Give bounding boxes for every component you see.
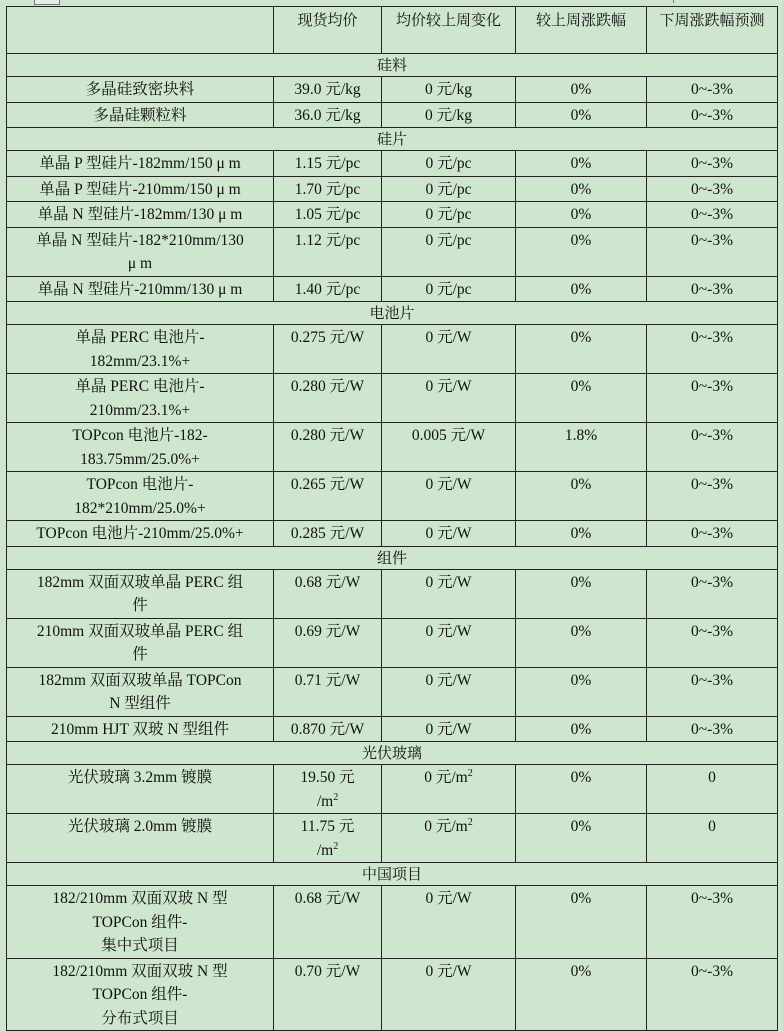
weekly-pct-cell: 0%: [516, 886, 647, 959]
weekly-change-cell: [382, 618, 516, 667]
weekly-change-value: 0 元/W: [425, 573, 472, 591]
spot-price-cell: [274, 176, 382, 202]
forecast-cell: 0~-3%: [647, 325, 778, 374]
weekly-change-value: 0 元/pc: [425, 206, 472, 223]
forecast-cell: 0~-3%: [647, 667, 778, 716]
header-row: [7, 7, 778, 54]
spot-price-line: 0.68 元/W: [294, 573, 361, 591]
product-name-cell: [7, 151, 274, 177]
product-name-line: 多晶硅致密块料: [85, 81, 195, 98]
weekly-change-value: 0 元/W: [425, 378, 472, 395]
weekly-pct-cell: 0%: [516, 102, 647, 128]
weekly-pct-cell: 0%: [516, 151, 647, 177]
weekly-change-cell: [382, 102, 516, 128]
product-name-cell: [7, 77, 274, 103]
spot-price-cell: [274, 102, 382, 128]
spot-price-cell: [274, 276, 382, 302]
spot-price-cell: [274, 618, 382, 667]
spot-price-cell: [274, 77, 382, 103]
weekly-pct-cell: 1.8%: [516, 423, 647, 472]
weekly-pct-cell: 0%: [516, 814, 647, 863]
spot-price-cell: [274, 521, 382, 547]
table-row: [7, 176, 778, 202]
product-name-line: TOPCon 组件-: [92, 986, 188, 1003]
forecast-cell: 0~-3%: [647, 202, 778, 228]
spot-price-line: 1.12 元/pc: [294, 231, 361, 249]
product-name-cell: [7, 958, 274, 1031]
product-name-line: 单晶 P 型硅片-182mm/150 μ m: [39, 155, 241, 172]
table-row: [7, 423, 778, 472]
table-row: [7, 227, 778, 276]
forecast-cell: 0~-3%: [647, 176, 778, 202]
square-superscript: 2: [333, 840, 339, 852]
weekly-pct-cell: 0%: [516, 325, 647, 374]
table-row: [7, 102, 778, 128]
spot-price-line: 0.275 元/W: [290, 329, 365, 346]
weekly-change-cell: [382, 202, 516, 228]
weekly-change-value: 0 元/kg: [425, 106, 472, 124]
weekly-change-cell: [382, 814, 516, 863]
table-row: [7, 521, 778, 547]
spot-price-line: /m: [316, 841, 334, 859]
forecast-cell: 0~-3%: [647, 374, 778, 423]
section-title: 硅料: [7, 54, 778, 77]
forecast-cell: 0~-3%: [647, 423, 778, 472]
forecast-cell: 0~-3%: [647, 958, 778, 1031]
spot-price-cell: [274, 814, 382, 863]
weekly-change-value: 0 元/W: [425, 890, 472, 907]
weekly-pct-cell: 0%: [516, 374, 647, 423]
weekly-change-cell: [382, 77, 516, 103]
weekly-change-value: 0.005 元/W: [411, 427, 486, 444]
product-name-line: 210mm/23.1%+: [89, 401, 191, 419]
product-name-cell: [7, 102, 274, 128]
spot-price-line: 39.0 元/kg: [294, 81, 361, 98]
spot-price-cell: [274, 569, 382, 618]
header-weekly-pct: 较上周涨跌幅: [516, 7, 647, 54]
product-name-cell: [7, 227, 274, 276]
spot-price-line: 0.68 元/W: [294, 890, 361, 907]
header-weekly-change: 均价较上周变化: [382, 7, 516, 54]
weekly-change-value: 0 元/kg: [425, 81, 472, 98]
weekly-change-value: 0 元/m: [424, 769, 468, 786]
weekly-pct-cell: 0%: [516, 202, 647, 228]
product-name-cell: [7, 886, 274, 959]
product-name-cell: [7, 765, 274, 814]
weekly-change-cell: [382, 958, 516, 1031]
header-spot-price: 现货均价: [274, 7, 382, 54]
weekly-pct-cell: 0%: [516, 716, 647, 742]
product-name-line: TOPcon 电池片-210mm/25.0%+: [36, 525, 244, 542]
product-name-cell: [7, 814, 274, 863]
weekly-change-cell: [382, 325, 516, 374]
forecast-cell: 0~-3%: [647, 276, 778, 302]
product-name-line: TOPCon 组件-: [92, 913, 188, 931]
table-row: [7, 716, 778, 742]
spot-price-cell: [274, 325, 382, 374]
spot-price-line: 36.0 元/kg: [294, 106, 361, 124]
section-row: [7, 128, 778, 151]
forecast-cell: 0~-3%: [647, 618, 778, 667]
table-row: [7, 77, 778, 103]
header-next-week-forecast: 下周涨跌幅预测: [647, 7, 778, 54]
table-row: [7, 958, 778, 1031]
weekly-change-value: 0 元/m: [424, 818, 468, 835]
product-name-line: 单晶 N 型硅片-182*210mm/130: [36, 231, 244, 249]
weekly-change-cell: [382, 765, 516, 814]
product-name-cell: [7, 521, 274, 547]
weekly-change-value: 0 元/pc: [425, 231, 472, 249]
weekly-change-value: 0 元/pc: [425, 155, 472, 172]
product-name-line: 182mm 双面双玻单晶 TOPCon: [38, 671, 242, 689]
spot-price-line: 11.75 元: [300, 818, 355, 835]
product-name-line: 分布式项目: [101, 1009, 179, 1027]
product-name-cell: [7, 472, 274, 521]
weekly-pct-cell: 0%: [516, 227, 647, 276]
product-name-line: TOPcon 电池片-: [86, 476, 194, 493]
section-title: 电池片: [7, 302, 778, 325]
weekly-pct-cell: 0%: [516, 176, 647, 202]
weekly-change-value: 0 元/W: [425, 962, 472, 980]
spot-price-cell: [274, 151, 382, 177]
product-name-cell: [7, 716, 274, 742]
weekly-pct-cell: 0%: [516, 958, 647, 1031]
spot-price-cell: [274, 472, 382, 521]
table-row: [7, 151, 778, 177]
spot-price-line: 0.70 元/W: [294, 962, 361, 980]
product-name-cell: [7, 325, 274, 374]
spot-price-line: 0.285 元/W: [290, 525, 365, 542]
weekly-pct-cell: 0%: [516, 276, 647, 302]
spot-price-line: 1.05 元/pc: [294, 206, 361, 223]
product-name-cell: [7, 618, 274, 667]
product-name-line: 单晶 PERC 电池片-: [75, 329, 205, 346]
table-row: [7, 276, 778, 302]
spot-price-line: 19.50 元: [300, 769, 355, 786]
table-row: [7, 667, 778, 716]
forecast-cell: 0~-3%: [647, 569, 778, 618]
square-superscript: 2: [467, 817, 473, 828]
weekly-change-cell: [382, 569, 516, 618]
weekly-change-value: 0 元/W: [425, 622, 472, 640]
spot-price-cell: [274, 667, 382, 716]
spot-price-line: 0.280 元/W: [290, 378, 365, 395]
spot-price-line: 0.69 元/W: [294, 622, 361, 640]
table-handle-marker: [34, 0, 60, 5]
product-name-cell: [7, 423, 274, 472]
weekly-pct-cell: 0%: [516, 765, 647, 814]
product-name-line: 182*210mm/25.0%+: [74, 499, 206, 517]
table-row: [7, 618, 778, 667]
square-superscript: 2: [333, 791, 339, 803]
spot-price-cell: [274, 716, 382, 742]
table-row: [7, 814, 778, 863]
weekly-change-value: 0 元/W: [425, 329, 472, 346]
table-row: [7, 325, 778, 374]
table-row: [7, 374, 778, 423]
spot-price-cell: [274, 374, 382, 423]
product-name-line: 光伏玻璃 3.2mm 镀膜: [67, 769, 213, 786]
product-name-line: 182/210mm 双面双玻 N 型: [52, 890, 228, 907]
weekly-change-cell: [382, 276, 516, 302]
table-row: [7, 472, 778, 521]
weekly-change-cell: [382, 374, 516, 423]
product-name-line: 单晶 N 型硅片-182mm/130 μ m: [37, 206, 243, 223]
weekly-change-cell: [382, 151, 516, 177]
table-row: [7, 765, 778, 814]
product-name-line: μ m: [127, 255, 153, 272]
product-name-line: 182mm 双面双玻单晶 PERC 组: [36, 573, 244, 591]
product-name-line: 210mm HJT 双玻 N 型组件: [51, 720, 229, 738]
section-row: [7, 863, 778, 886]
spot-price-cell: [274, 765, 382, 814]
forecast-cell: 0~-3%: [647, 886, 778, 959]
product-name-cell: [7, 569, 274, 618]
weekly-change-value: 0 元/pc: [425, 280, 472, 298]
price-table-body: [7, 7, 778, 1031]
spot-price-cell: [274, 886, 382, 959]
price-table: [6, 6, 778, 1031]
product-name-line: 多晶硅颗粒料: [93, 106, 187, 124]
spot-price-line: 0.870 元/W: [290, 720, 365, 738]
weekly-change-value: 0 元/W: [425, 720, 472, 738]
forecast-cell: 0~-3%: [647, 151, 778, 177]
weekly-change-cell: [382, 886, 516, 959]
weekly-pct-cell: 0%: [516, 472, 647, 521]
forecast-cell: 0~-3%: [647, 77, 778, 103]
spot-price-line: 1.40 元/pc: [294, 280, 361, 298]
section-title: 光伏玻璃: [7, 742, 778, 765]
spot-price-line: /m: [316, 792, 334, 810]
weekly-change-value: 0 元/W: [425, 525, 472, 542]
weekly-change-cell: [382, 716, 516, 742]
spot-price-cell: [274, 227, 382, 276]
product-name-line: 单晶 PERC 电池片-: [75, 378, 205, 395]
product-name-line: 183.75mm/25.0%+: [80, 450, 200, 468]
table-row: [7, 886, 778, 959]
weekly-change-cell: [382, 521, 516, 547]
spot-price-cell: [274, 423, 382, 472]
section-title: 硅片: [7, 128, 778, 151]
product-name-line: N 型组件: [109, 695, 171, 712]
weekly-change-cell: [382, 227, 516, 276]
weekly-pct-cell: 0%: [516, 569, 647, 618]
weekly-change-cell: [382, 423, 516, 472]
forecast-cell: 0~-3%: [647, 521, 778, 547]
weekly-change-cell: [382, 176, 516, 202]
weekly-pct-cell: 0%: [516, 521, 647, 547]
column-marker: [673, 0, 688, 3]
weekly-pct-cell: 0%: [516, 77, 647, 103]
section-row: [7, 54, 778, 77]
product-name-line: 件: [132, 646, 148, 663]
section-row: [7, 546, 778, 569]
product-name-cell: [7, 202, 274, 228]
weekly-pct-cell: 0%: [516, 618, 647, 667]
forecast-cell: 0~-3%: [647, 716, 778, 742]
table-row: [7, 202, 778, 228]
product-name-line: 单晶 N 型硅片-210mm/130 μ m: [37, 280, 243, 298]
forecast-cell: 0~-3%: [647, 102, 778, 128]
table-row: [7, 569, 778, 618]
forecast-cell: 0~-3%: [647, 472, 778, 521]
product-name-line: TOPcon 电池片-182-: [72, 427, 208, 444]
product-name-line: 210mm 双面双玻单晶 PERC 组: [36, 622, 244, 640]
forecast-cell: 0~-3%: [647, 227, 778, 276]
weekly-change-cell: [382, 472, 516, 521]
product-name-cell: [7, 176, 274, 202]
weekly-pct-cell: 0%: [516, 667, 647, 716]
product-name-line: 单晶 P 型硅片-210mm/150 μ m: [39, 180, 241, 198]
weekly-change-value: 0 元/W: [425, 671, 472, 689]
spot-price-line: 0.280 元/W: [290, 427, 365, 444]
product-name-cell: [7, 276, 274, 302]
spot-price-cell: [274, 958, 382, 1031]
section-title: 中国项目: [7, 863, 778, 886]
section-row: [7, 302, 778, 325]
weekly-change-cell: [382, 667, 516, 716]
spot-price-line: 0.71 元/W: [294, 671, 361, 689]
product-name-cell: [7, 374, 274, 423]
spot-price-cell: [274, 202, 382, 228]
spot-price-line: 0.265 元/W: [290, 476, 365, 493]
weekly-change-value: 0 元/W: [425, 476, 472, 493]
forecast-cell: 0: [647, 814, 778, 863]
spot-price-line: 1.70 元/pc: [294, 180, 361, 198]
weekly-change-value: 0 元/pc: [425, 180, 472, 198]
product-name-line: 182mm/23.1%+: [89, 352, 191, 370]
section-row: [7, 742, 778, 765]
product-name-line: 件: [132, 597, 148, 614]
product-name-line: 光伏玻璃 2.0mm 镀膜: [67, 818, 213, 835]
section-title: 组件: [7, 546, 778, 569]
forecast-cell: 0: [647, 765, 778, 814]
square-superscript: 2: [467, 768, 473, 779]
header-item: [7, 7, 274, 54]
product-name-line: 集中式项目: [101, 937, 179, 954]
spot-price-line: 1.15 元/pc: [294, 155, 361, 172]
product-name-cell: [7, 667, 274, 716]
product-name-line: 182/210mm 双面双玻 N 型: [52, 962, 228, 980]
